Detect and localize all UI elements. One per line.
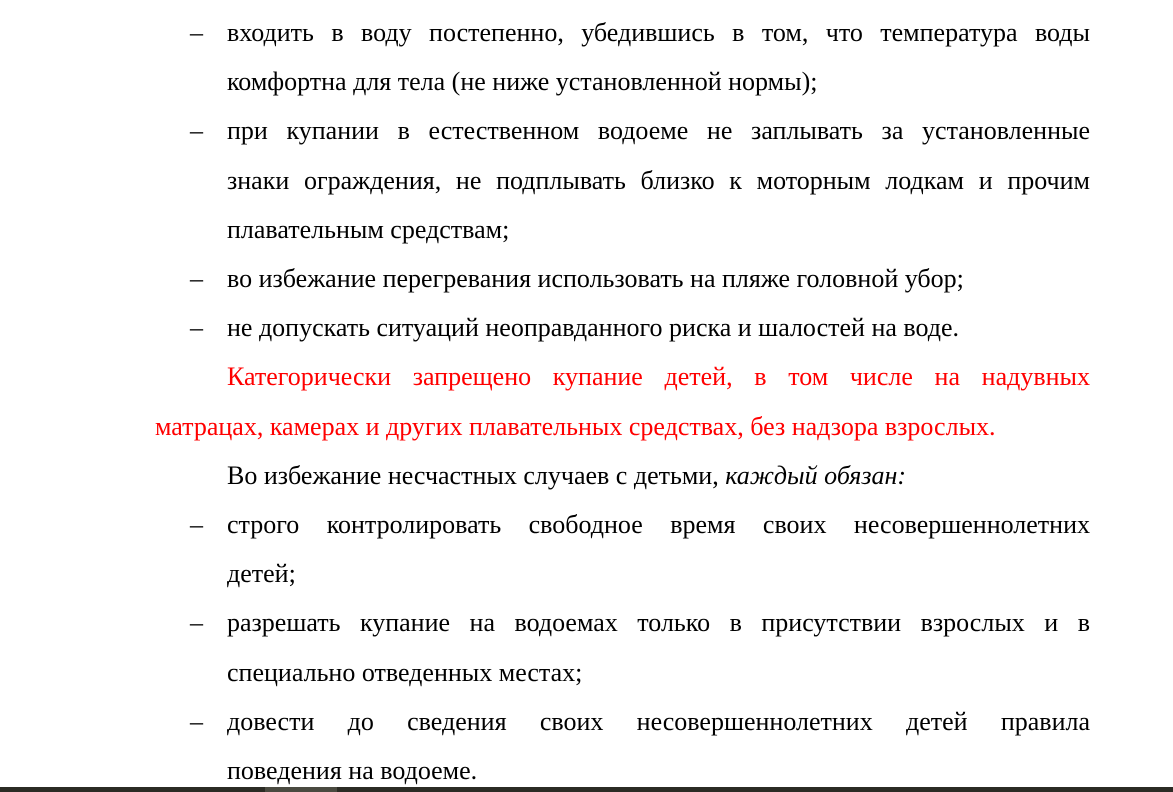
list-item-line: комфортна для тела (не ниже установленной нормы); <box>227 67 818 97</box>
document-body <box>155 8 1090 792</box>
list-item-line: знаки ограждения, не подплывать близко к моторным лодкам и прочим <box>227 165 1090 195</box>
list-item-line: довести до сведения своих несовершеннолетних детей правила <box>227 706 1090 736</box>
dash-marker: – <box>190 18 203 47</box>
list-item-line: строго контролировать свободное время своих несовершеннолетних <box>227 510 1090 540</box>
list-item-swimming-limits <box>155 106 1090 254</box>
list-item-line: разрешать купание на водоемах только в присутствии взрослых и в <box>227 608 1090 638</box>
list-item-water-entry <box>155 8 1090 106</box>
dash-marker: – <box>190 116 203 146</box>
list-item-duty-control <box>155 500 1090 598</box>
dash-marker: – <box>190 706 203 736</box>
scroll-thumb[interactable] <box>265 787 337 792</box>
duty-intro-text: Во избежание несчастных случаев с детьми, <box>227 460 726 490</box>
list-item-line: детей; <box>227 559 296 589</box>
warning-line: матрацах, камерах и других плавательных средствах, без надзора взрослых. <box>155 411 996 441</box>
duty-intro-emphasis: каждый обязан: <box>725 460 907 490</box>
warning-paragraph <box>155 352 1090 450</box>
list-item-duty-inform <box>155 697 1090 792</box>
list-item-headwear <box>155 254 1090 303</box>
list-item-line: поведения на водоеме. <box>227 756 478 786</box>
dash-marker: – <box>190 510 203 540</box>
dash-marker: – <box>190 608 203 638</box>
duty-intro-paragraph <box>155 451 1090 500</box>
list-item-line: входить в воду постепенно, убедившись в том, что температура воды <box>227 18 1090 47</box>
bottom-scroll-bar[interactable] <box>0 787 1173 792</box>
list-item-line: плавательным средствам; <box>227 214 510 244</box>
list-item-no-risk <box>155 303 1090 352</box>
dash-marker: – <box>190 264 203 294</box>
list-item-line: во избежание перегревания использовать на пляже головной убор; <box>227 264 964 294</box>
list-item-line: при купании в естественном водоеме не заплывать за установленные <box>227 116 1090 146</box>
list-item-line: специально отведенных местах; <box>227 657 583 687</box>
dash-marker: – <box>190 313 203 343</box>
list-item-line: не допускать ситуаций неоправданного риска и шалостей на воде. <box>227 313 960 343</box>
warning-line: Категорически запрещено купание детей, в том числе на надувных <box>227 362 1090 392</box>
list-item-duty-permit <box>155 598 1090 696</box>
